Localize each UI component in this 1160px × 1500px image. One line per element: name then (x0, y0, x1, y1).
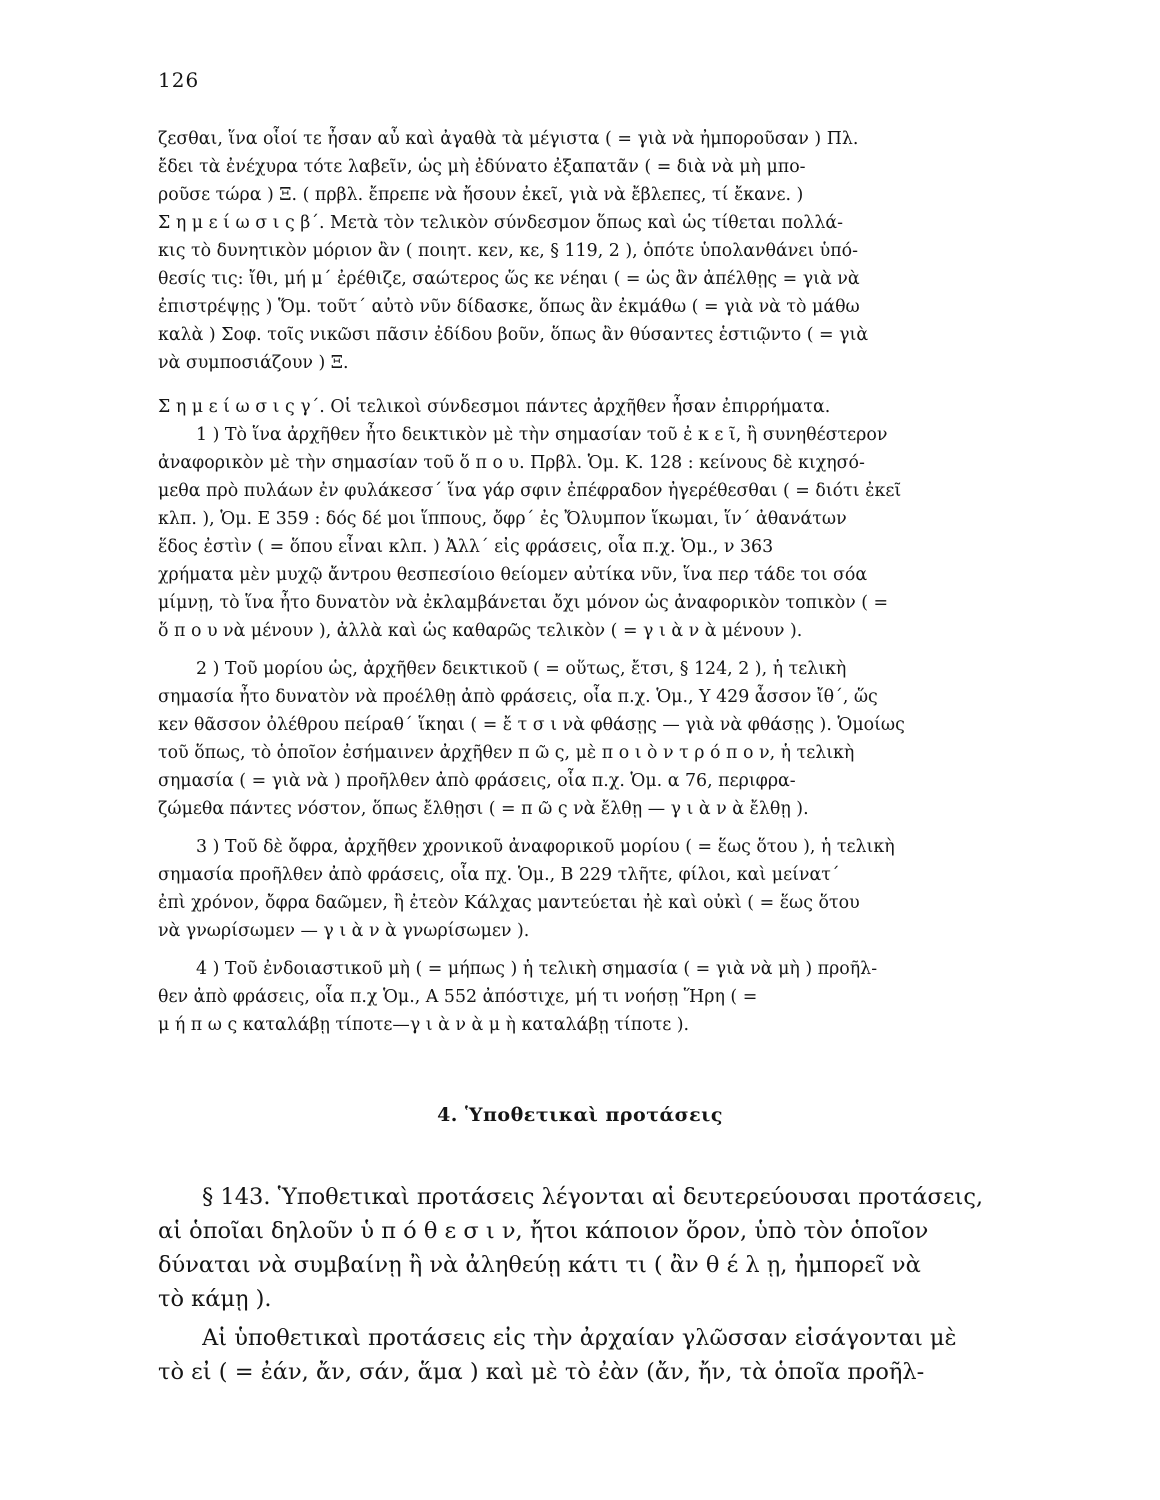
paragraph-3-line: ἐπὶ χρόνον, ὄφρα δαῶμεν, ἢ ἐτεὸν Κάλχας μαντεύεται ἠὲ καὶ οὐκὶ ( = ἕως ὅτου (158, 893, 860, 913)
section-143-line: αἱ ὁποῖαι δηλοῦν ὑ π ό θ ε σ ι ν, ἤτοι κάποιον ὅρον, ὑπὸ τὸν ὁποῖον (158, 1218, 929, 1244)
paragraph-2-line: 2 ) Τοῦ μορίου ὡς, ἀρχῆθεν δεικτικοῦ ( = οὕτως, ἔτσι, § 124, 2 ), ἡ τελικὴ (196, 659, 847, 679)
paragraph-1-line: 1 ) Τὸ ἵνα ἀρχῆθεν ἦτο δεικτικὸν μὲ τὴν σημασίαν τοῦ ἐ κ ε ῖ, ἢ συνηθέστερον (196, 425, 888, 445)
text-line: Σ η μ ε ί ω σ ι ς β΄. Μετὰ τὸν τελικὸν σύνδεσμον ὅπως καὶ ὡς τίθεται πολλά- (158, 213, 844, 233)
paragraph-4-line: 4 ) Τοῦ ἐνδοιαστικοῦ μὴ ( = μήπως ) ἡ τελικὴ σημασία ( = γιὰ νὰ μὴ ) προῆλ- (196, 959, 878, 979)
paragraph-2-line: κεν θᾶσσον ὀλέθρου πείραθ΄ ἵκηαι ( = ἔ τ σ ι νὰ φθάσῃς — γιὰ νὰ φθάσῃς ). Ὁμοίως (158, 715, 905, 735)
paragraph-2-line: τοῦ ὅπως, τὸ ὁποῖον ἐσήμαινεν ἀρχῆθεν π ῶ ς, μὲ π ο ι ὸ ν τ ρ ό π ο ν, ἡ τελικὴ (158, 743, 855, 763)
text-line: κις τὸ δυνητικὸν μόριον ἂν ( ποιητ. κεν, κε, § 119, 2 ), ὁπότε ὑπολανθάνει ὑπό- (158, 241, 859, 261)
text-line: ζεσθαι, ἵνα οἷοί τε ἦσαν αὖ καὶ ἀγαθὰ τὰ μέγιστα ( = γιὰ νὰ ἠμποροῦσαν ) Πλ. (158, 129, 859, 149)
text-line: ἐπιστρέψῃς ) Ὅμ. τοῦτ΄ αὐτὸ νῦν δίδασκε, ὅπως ἂν ἐκμάθω ( = γιὰ νὰ τὸ μάθω (158, 297, 860, 317)
section-143-second-paragraph-line: Αἱ ὑποθετικαὶ προτάσεις εἰς τὴν ἀρχαίαν γλῶσσαν εἰσάγονται μὲ (202, 1325, 957, 1351)
paragraph-1-line: μεθα πρὸ πυλάων ἐν φυλάκεσσ΄ ἵνα γάρ σφιν ἐπέφραδον ἠγερέθεσθαι ( = διότι ἐκεῖ (158, 481, 902, 501)
paragraph-3-line: σημασία προῆλθεν ἀπὸ φράσεις, οἷα πχ. Ὁμ., Β 229 τλῆτε, φίλοι, καὶ μείνατ΄ (158, 865, 840, 885)
text-line: θεσίς τις: ἴθι, μή μ΄ ἐρέθιζε, σαώτερος ὥς κε νέηαι ( = ὡς ἂν ἀπέλθῃς = γιὰ νὰ (158, 269, 860, 289)
section-143-line: τὸ κάμῃ ). (158, 1286, 272, 1312)
note-gamma: Σ η μ ε ί ω σ ι ς γ΄. Οἱ τελικοὶ σύνδεσμοι πάντες ἀρχῆθεν ἦσαν ἐπιρρήματα. (158, 397, 831, 417)
section-heading: 4. Ὑποθετικαὶ προτάσεις (437, 1104, 723, 1126)
text-line: καλὰ ) Σοφ. τοῖς νικῶσι πᾶσιν ἐδίδου βοῦν, ὅπως ἂν θύσαντες ἑστιῷντο ( = γιὰ (158, 325, 869, 345)
page-number: 126 (158, 68, 200, 92)
paragraph-3-line: νὰ γνωρίσωμεν — γ ι ὰ ν ὰ γνωρίσωμεν ). (158, 921, 530, 941)
text-line: ροῦσε τώρα ) Ξ. ( πρβλ. ἔπρεπε νὰ ἤσουν ἐκεῖ, γιὰ νὰ ἔβλεπες, τί ἔκανε. ) (158, 185, 804, 205)
section-143-line: δύναται νὰ συμβαίνῃ ἢ νὰ ἀληθεύῃ κάτι τι ( ἂν θ έ λ ῃ, ἠμπορεῖ νὰ (158, 1252, 921, 1278)
paragraph-1-line: ἀναφορικὸν μὲ τὴν σημασίαν τοῦ ὅ π ο υ. Πρβλ. Ὁμ. Κ. 128 : κείνους δὲ κιχησό- (158, 453, 865, 473)
section-143-line: § 143. Ὑποθετικαὶ προτάσεις λέγονται αἱ δευτερεύουσαι προτάσεις, (202, 1184, 984, 1210)
paragraph-1-line: κλπ. ), Ὁμ. Ε 359 : δός δέ μοι ἵππους, ὄφρ΄ ἐς Ὄλυμπον ἵκωμαι, ἵν΄ ἀθανάτων (158, 509, 847, 529)
paragraph-4-line: θεν ἀπὸ φράσεις, οἷα π.χ Ὁμ., Α 552 ἀπόστιχε, μή τι νοήσῃ Ἥρη ( = (158, 987, 758, 1007)
paragraph-1-line: μίμνῃ, τὸ ἵνα ἦτο δυνατὸν νὰ ἐκλαμβάνεται ὄχι μόνον ὡς ἀναφορικὸν τοπικὸν ( = (158, 593, 889, 613)
paragraph-2-line: ζώμεθα πάντες νόστον, ὅπως ἔλθῃσι ( = π ῶ ς νὰ ἔλθῃ — γ ι ὰ ν ὰ ἔλθῃ ). (158, 799, 809, 819)
paragraph-4-line: μ ή π ω ς καταλάβῃ τίποτε—γ ι ὰ ν ὰ μ ὴ καταλάβῃ τίποτε ). (158, 1015, 690, 1035)
section-143-second-paragraph-line: τὸ εἰ ( = ἐάν, ἄν, σάν, ἅμα ) καὶ μὲ τὸ ἐὰν (ἄν, ἤν, τὰ ὁποῖα προῆλ- (158, 1359, 925, 1385)
paragraph-3-line: 3 ) Τοῦ δὲ ὄφρα, ἀρχῆθεν χρονικοῦ ἀναφορικοῦ μορίου ( = ἕως ὅτου ), ἡ τελικὴ (196, 837, 895, 857)
paragraph-1-line: χρήματα μὲν μυχῷ ἄντρου θεσπεσίοιο θείομεν αὐτίκα νῦν, ἵνα περ τάδε τοι σόα (158, 565, 868, 585)
text-line: ἔδει τὰ ἐνέχυρα τότε λαβεῖν, ὡς μὴ ἐδύνατο ἐξαπατᾶν ( = διὰ νὰ μὴ μπο- (158, 157, 806, 177)
paragraph-2-line: σημασία ( = γιὰ νὰ ) προῆλθεν ἀπὸ φράσεις, οἷα π.χ. Ὁμ. α 76, περιφρα- (158, 771, 796, 791)
paragraph-1-line: ἕδος ἐστὶν ( = ὅπου εἶναι κλπ. ) Ἀλλ΄ εἰς φράσεις, οἷα π.χ. Ὁμ., ν 363 (158, 537, 774, 557)
paragraph-2-line: σημασία ἦτο δυνατὸν νὰ προέλθῃ ἀπὸ φράσεις, οἷα π.χ. Ὁμ., Υ 429 ἆσσον ἴθ΄, ὥς (158, 687, 878, 707)
paragraph-1-line: ὅ π ο υ νὰ μένουν ), ἀλλὰ καὶ ὡς καθαρῶς τελικὸν ( = γ ι ὰ ν ὰ μένουν ). (158, 621, 803, 641)
text-line: νὰ συμποσιάζουν ) Ξ. (158, 353, 349, 373)
